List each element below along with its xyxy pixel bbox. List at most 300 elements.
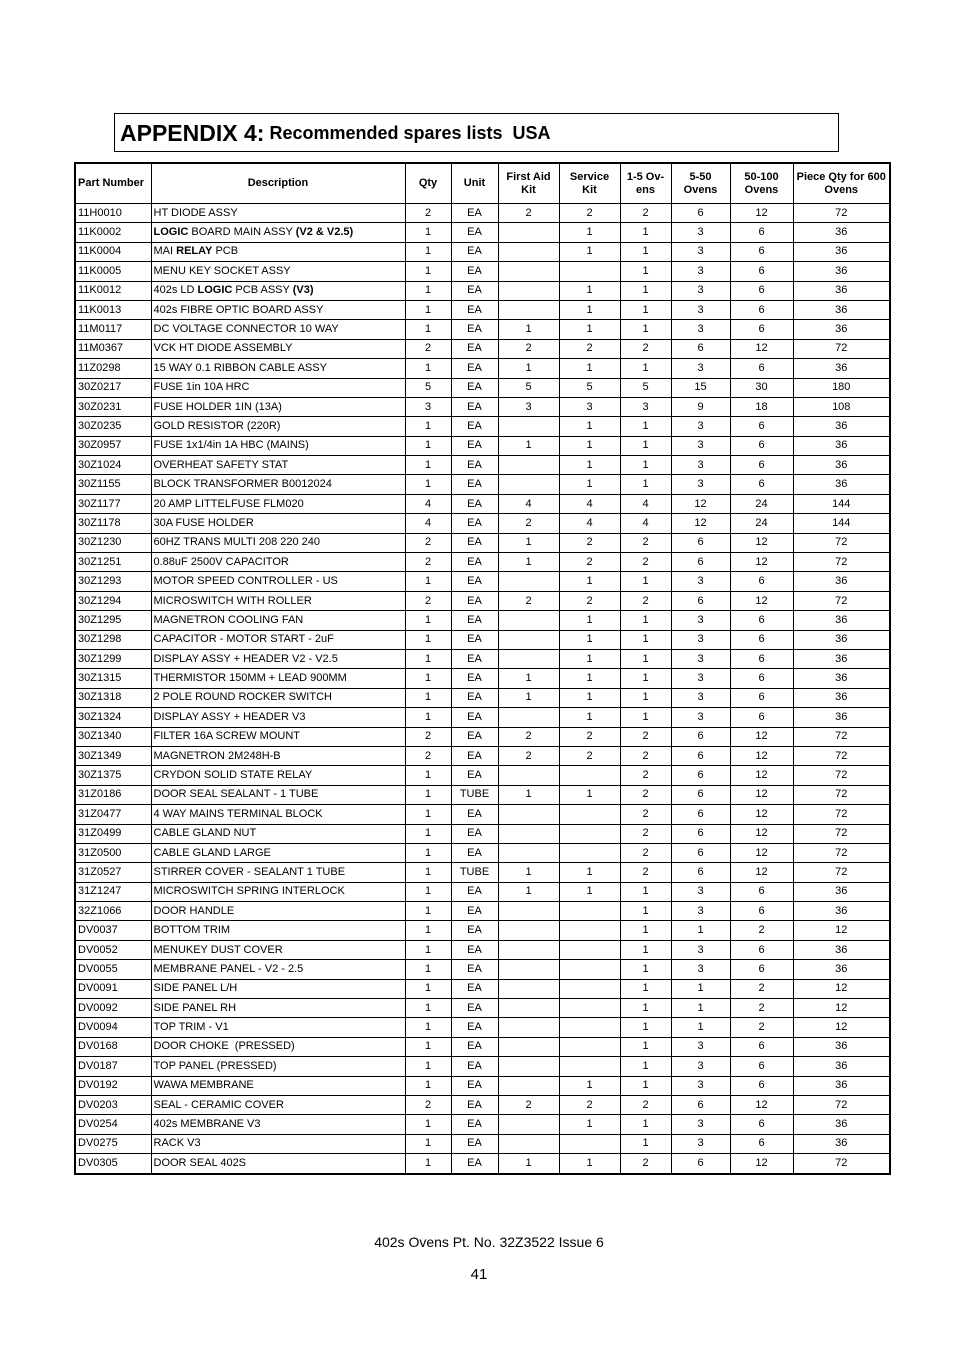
part-number-cell: DV0187 bbox=[75, 1057, 151, 1076]
description-cell bbox=[151, 378, 405, 397]
unit-cell: EA bbox=[451, 320, 498, 339]
part-number-cell: DV0037 bbox=[75, 921, 151, 940]
table-row bbox=[75, 1018, 890, 1037]
part-number-cell: 30Z1251 bbox=[75, 553, 151, 572]
qty-cell: 1 bbox=[405, 281, 451, 300]
first-aid-kit-cell bbox=[498, 843, 559, 862]
ovens-1-5-cell: 1 bbox=[620, 649, 671, 668]
ovens-1-5-cell: 2 bbox=[620, 824, 671, 843]
ovens-600-cell: 36 bbox=[793, 1037, 890, 1056]
ovens-1-5-cell: 2 bbox=[620, 746, 671, 765]
ovens-50-100-cell: 6 bbox=[730, 611, 793, 630]
first-aid-kit-cell: 1 bbox=[498, 863, 559, 882]
part-number-cell: 31Z0499 bbox=[75, 824, 151, 843]
ovens-5-50-cell: 3 bbox=[671, 649, 730, 668]
unit-cell: EA bbox=[451, 223, 498, 242]
first-aid-kit-cell bbox=[498, 1018, 559, 1037]
ovens-1-5-cell: 1 bbox=[620, 882, 671, 901]
description-segment: (V3) bbox=[292, 284, 314, 297]
ovens-50-100-cell: 6 bbox=[730, 572, 793, 591]
description-segment: SIDE PANEL L/H bbox=[153, 982, 238, 995]
unit-cell: EA bbox=[451, 902, 498, 921]
qty-cell: 4 bbox=[405, 514, 451, 533]
service-kit-cell bbox=[559, 902, 620, 921]
description-cell bbox=[151, 242, 405, 261]
service-kit-cell: 1 bbox=[559, 630, 620, 649]
service-kit-cell: 1 bbox=[559, 882, 620, 901]
qty-cell: 2 bbox=[405, 533, 451, 552]
ovens-1-5-cell: 2 bbox=[620, 591, 671, 610]
description-cell bbox=[151, 999, 405, 1018]
description-cell bbox=[151, 882, 405, 901]
ovens-5-50-cell: 3 bbox=[671, 940, 730, 959]
part-number-cell: 30Z1178 bbox=[75, 514, 151, 533]
description-cell bbox=[151, 727, 405, 746]
part-number-cell: 11K0012 bbox=[75, 281, 151, 300]
ovens-5-50-cell: 6 bbox=[671, 746, 730, 765]
ovens-1-5-cell: 4 bbox=[620, 514, 671, 533]
ovens-5-50-cell: 3 bbox=[671, 359, 730, 378]
part-number-cell: 30Z1299 bbox=[75, 649, 151, 668]
first-aid-kit-cell bbox=[498, 979, 559, 998]
ovens-1-5-cell: 1 bbox=[620, 436, 671, 455]
description-cell bbox=[151, 1018, 405, 1037]
ovens-5-50-cell: 3 bbox=[671, 242, 730, 261]
qty-cell: 1 bbox=[405, 1115, 451, 1134]
description-segment: BLOCK TRANSFORMER B0012024 bbox=[153, 478, 332, 491]
unit-cell: EA bbox=[451, 979, 498, 998]
service-kit-cell: 2 bbox=[559, 204, 620, 223]
ovens-5-50-cell: 1 bbox=[671, 999, 730, 1018]
ovens-50-100-cell: 6 bbox=[730, 649, 793, 668]
part-number-cell: 31Z0527 bbox=[75, 863, 151, 882]
spares-table-body bbox=[75, 204, 890, 1174]
ovens-1-5-cell: 1 bbox=[620, 417, 671, 436]
ovens-50-100-cell: 12 bbox=[730, 204, 793, 223]
part-number-cell: DV0168 bbox=[75, 1037, 151, 1056]
ovens-5-50-cell: 3 bbox=[671, 669, 730, 688]
description-cell bbox=[151, 223, 405, 242]
description-cell bbox=[151, 339, 405, 358]
unit-cell: TUBE bbox=[451, 863, 498, 882]
ovens-50-100-cell: 6 bbox=[730, 223, 793, 242]
description-segment: MENU KEY SOCKET ASSY bbox=[153, 264, 291, 277]
ovens-5-50-cell: 3 bbox=[671, 456, 730, 475]
table-row bbox=[75, 611, 890, 630]
part-number-cell: DV0192 bbox=[75, 1076, 151, 1095]
ovens-50-100-cell: 12 bbox=[730, 339, 793, 358]
description-segment: LOGIC bbox=[197, 284, 233, 297]
qty-cell: 1 bbox=[405, 456, 451, 475]
description-segment: VCK HT DIODE ASSEMBLY bbox=[153, 342, 293, 355]
first-aid-kit-cell bbox=[498, 708, 559, 727]
description-cell bbox=[151, 475, 405, 494]
description-cell bbox=[151, 805, 405, 824]
table-row bbox=[75, 979, 890, 998]
ovens-5-50-cell: 3 bbox=[671, 223, 730, 242]
ovens-600-cell: 12 bbox=[793, 999, 890, 1018]
service-kit-cell bbox=[559, 843, 620, 862]
ovens-600-cell: 12 bbox=[793, 921, 890, 940]
service-kit-cell bbox=[559, 766, 620, 785]
part-number-cell: 31Z1247 bbox=[75, 882, 151, 901]
service-kit-cell bbox=[559, 1057, 620, 1076]
first-aid-kit-cell: 2 bbox=[498, 746, 559, 765]
appendix-subtitle: Recommended spares lists USA bbox=[264, 123, 551, 143]
qty-cell: 1 bbox=[405, 359, 451, 378]
part-number-cell: 30Z1318 bbox=[75, 688, 151, 707]
first-aid-kit-cell bbox=[498, 1076, 559, 1095]
unit-cell: EA bbox=[451, 843, 498, 862]
description-segment: FUSE 1in 10A HRC bbox=[153, 381, 250, 394]
ovens-600-cell: 108 bbox=[793, 397, 890, 416]
qty-cell: 1 bbox=[405, 999, 451, 1018]
ovens-5-50-cell: 3 bbox=[671, 630, 730, 649]
service-kit-cell: 1 bbox=[559, 1115, 620, 1134]
service-kit-cell: 1 bbox=[559, 1076, 620, 1095]
table-row bbox=[75, 805, 890, 824]
ovens-50-100-cell: 6 bbox=[730, 882, 793, 901]
first-aid-kit-cell: 2 bbox=[498, 727, 559, 746]
description-cell bbox=[151, 708, 405, 727]
description-segment: FUSE HOLDER 1IN (13A) bbox=[153, 400, 282, 413]
qty-cell: 1 bbox=[405, 708, 451, 727]
first-aid-kit-cell bbox=[498, 824, 559, 843]
part-number-cell: 30Z1294 bbox=[75, 591, 151, 610]
ovens-1-5-cell: 1 bbox=[620, 300, 671, 319]
ovens-50-100-cell: 12 bbox=[730, 591, 793, 610]
col-header-50-100-ovens: 50-100 Ovens bbox=[730, 163, 793, 204]
ovens-1-5-cell: 2 bbox=[620, 339, 671, 358]
description-segment: 4 WAY MAINS TERMINAL BLOCK bbox=[153, 807, 323, 820]
description-segment: LOGIC bbox=[153, 226, 189, 239]
unit-cell: EA bbox=[451, 1154, 498, 1174]
ovens-5-50-cell: 3 bbox=[671, 475, 730, 494]
part-number-cell: 30Z1349 bbox=[75, 746, 151, 765]
ovens-1-5-cell: 2 bbox=[620, 1154, 671, 1174]
part-number-cell: 30Z1155 bbox=[75, 475, 151, 494]
ovens-5-50-cell: 6 bbox=[671, 766, 730, 785]
ovens-600-cell: 72 bbox=[793, 204, 890, 223]
table-row bbox=[75, 1154, 890, 1174]
table-row bbox=[75, 242, 890, 261]
ovens-50-100-cell: 6 bbox=[730, 281, 793, 300]
ovens-1-5-cell: 1 bbox=[620, 475, 671, 494]
ovens-5-50-cell: 3 bbox=[671, 1076, 730, 1095]
unit-cell: TUBE bbox=[451, 785, 498, 804]
qty-cell: 1 bbox=[405, 940, 451, 959]
page-title bbox=[120, 120, 551, 147]
table-row bbox=[75, 494, 890, 513]
ovens-600-cell: 36 bbox=[793, 223, 890, 242]
unit-cell: EA bbox=[451, 397, 498, 416]
description-cell bbox=[151, 320, 405, 339]
description-cell bbox=[151, 514, 405, 533]
ovens-600-cell: 36 bbox=[793, 320, 890, 339]
service-kit-cell: 1 bbox=[559, 572, 620, 591]
first-aid-kit-cell: 5 bbox=[498, 378, 559, 397]
table-row bbox=[75, 669, 890, 688]
unit-cell: EA bbox=[451, 242, 498, 261]
first-aid-kit-cell bbox=[498, 630, 559, 649]
description-segment: 20 AMP LITTELFUSE FLM020 bbox=[153, 497, 304, 510]
ovens-1-5-cell: 1 bbox=[620, 1076, 671, 1095]
unit-cell: EA bbox=[451, 533, 498, 552]
ovens-600-cell: 36 bbox=[793, 1134, 890, 1153]
service-kit-cell: 2 bbox=[559, 1095, 620, 1114]
unit-cell: EA bbox=[451, 339, 498, 358]
table-row bbox=[75, 1134, 890, 1153]
unit-cell: EA bbox=[451, 281, 498, 300]
part-number-cell: 30Z1295 bbox=[75, 611, 151, 630]
first-aid-kit-cell bbox=[498, 766, 559, 785]
ovens-5-50-cell: 15 bbox=[671, 378, 730, 397]
ovens-5-50-cell: 6 bbox=[671, 863, 730, 882]
service-kit-cell: 3 bbox=[559, 397, 620, 416]
ovens-600-cell: 72 bbox=[793, 805, 890, 824]
description-segment: DOOR CHOKE (PRESSED) bbox=[153, 1040, 295, 1053]
qty-cell: 1 bbox=[405, 649, 451, 668]
table-row bbox=[75, 300, 890, 319]
ovens-1-5-cell: 1 bbox=[620, 688, 671, 707]
table-row bbox=[75, 824, 890, 843]
service-kit-cell: 1 bbox=[559, 1154, 620, 1174]
description-cell bbox=[151, 397, 405, 416]
part-number-cell: 31Z0186 bbox=[75, 785, 151, 804]
ovens-600-cell: 180 bbox=[793, 378, 890, 397]
part-number-cell: 30Z0957 bbox=[75, 436, 151, 455]
ovens-1-5-cell: 2 bbox=[620, 533, 671, 552]
unit-cell: EA bbox=[451, 921, 498, 940]
first-aid-kit-cell: 1 bbox=[498, 688, 559, 707]
service-kit-cell bbox=[559, 979, 620, 998]
description-segment: MAGNETRON 2M248H-B bbox=[153, 749, 281, 762]
ovens-600-cell: 36 bbox=[793, 649, 890, 668]
ovens-50-100-cell: 12 bbox=[730, 1154, 793, 1174]
table-row bbox=[75, 417, 890, 436]
ovens-50-100-cell: 6 bbox=[730, 262, 793, 281]
qty-cell: 1 bbox=[405, 766, 451, 785]
table-row bbox=[75, 591, 890, 610]
ovens-1-5-cell: 1 bbox=[620, 708, 671, 727]
service-kit-cell: 1 bbox=[559, 359, 620, 378]
first-aid-kit-cell bbox=[498, 940, 559, 959]
table-row bbox=[75, 475, 890, 494]
description-cell bbox=[151, 281, 405, 300]
service-kit-cell bbox=[559, 999, 620, 1018]
ovens-50-100-cell: 12 bbox=[730, 824, 793, 843]
description-segment: CAPACITOR - MOTOR START - 2uF bbox=[153, 633, 334, 646]
unit-cell: EA bbox=[451, 766, 498, 785]
unit-cell: EA bbox=[451, 300, 498, 319]
ovens-1-5-cell: 1 bbox=[620, 572, 671, 591]
col-header-qty: Qty bbox=[405, 163, 451, 204]
description-segment: TOP PANEL (PRESSED) bbox=[153, 1059, 277, 1072]
ovens-1-5-cell: 1 bbox=[620, 1134, 671, 1153]
part-number-cell: 31Z0477 bbox=[75, 805, 151, 824]
table-row bbox=[75, 1115, 890, 1134]
ovens-5-50-cell: 3 bbox=[671, 708, 730, 727]
qty-cell: 5 bbox=[405, 378, 451, 397]
ovens-1-5-cell: 2 bbox=[620, 785, 671, 804]
ovens-50-100-cell: 12 bbox=[730, 746, 793, 765]
ovens-600-cell: 36 bbox=[793, 359, 890, 378]
table-row bbox=[75, 999, 890, 1018]
ovens-5-50-cell: 6 bbox=[671, 824, 730, 843]
part-number-cell: 11M0117 bbox=[75, 320, 151, 339]
unit-cell: EA bbox=[451, 688, 498, 707]
qty-cell: 1 bbox=[405, 902, 451, 921]
ovens-600-cell: 36 bbox=[793, 960, 890, 979]
first-aid-kit-cell: 2 bbox=[498, 514, 559, 533]
part-number-cell: 30Z1340 bbox=[75, 727, 151, 746]
part-number-cell: DV0094 bbox=[75, 1018, 151, 1037]
ovens-50-100-cell: 12 bbox=[730, 533, 793, 552]
ovens-600-cell: 36 bbox=[793, 242, 890, 261]
unit-cell: EA bbox=[451, 591, 498, 610]
ovens-50-100-cell: 6 bbox=[730, 475, 793, 494]
description-cell bbox=[151, 766, 405, 785]
first-aid-kit-cell: 1 bbox=[498, 882, 559, 901]
service-kit-cell: 1 bbox=[559, 649, 620, 668]
ovens-1-5-cell: 2 bbox=[620, 553, 671, 572]
table-row bbox=[75, 1095, 890, 1114]
first-aid-kit-cell bbox=[498, 281, 559, 300]
qty-cell: 1 bbox=[405, 688, 451, 707]
qty-cell: 1 bbox=[405, 805, 451, 824]
table-row bbox=[75, 397, 890, 416]
unit-cell: EA bbox=[451, 805, 498, 824]
ovens-600-cell: 36 bbox=[793, 882, 890, 901]
ovens-50-100-cell: 12 bbox=[730, 553, 793, 572]
description-cell bbox=[151, 204, 405, 223]
qty-cell: 2 bbox=[405, 591, 451, 610]
ovens-50-100-cell: 6 bbox=[730, 1134, 793, 1153]
service-kit-cell bbox=[559, 940, 620, 959]
description-cell bbox=[151, 417, 405, 436]
ovens-600-cell: 36 bbox=[793, 475, 890, 494]
ovens-5-50-cell: 3 bbox=[671, 281, 730, 300]
spares-table bbox=[74, 162, 891, 1175]
ovens-50-100-cell: 6 bbox=[730, 1037, 793, 1056]
part-number-cell: DV0254 bbox=[75, 1115, 151, 1134]
service-kit-cell: 4 bbox=[559, 514, 620, 533]
ovens-50-100-cell: 6 bbox=[730, 456, 793, 475]
description-segment: FILTER 16A SCREW MOUNT bbox=[153, 730, 300, 743]
description-cell bbox=[151, 1095, 405, 1114]
qty-cell: 1 bbox=[405, 1018, 451, 1037]
ovens-600-cell: 144 bbox=[793, 494, 890, 513]
first-aid-kit-cell bbox=[498, 456, 559, 475]
ovens-1-5-cell: 1 bbox=[620, 1115, 671, 1134]
page-number bbox=[0, 1266, 954, 1283]
ovens-50-100-cell: 6 bbox=[730, 436, 793, 455]
ovens-50-100-cell: 6 bbox=[730, 960, 793, 979]
qty-cell: 2 bbox=[405, 204, 451, 223]
first-aid-kit-cell bbox=[498, 902, 559, 921]
unit-cell: EA bbox=[451, 456, 498, 475]
ovens-600-cell: 72 bbox=[793, 1154, 890, 1174]
part-number-cell: 30Z1298 bbox=[75, 630, 151, 649]
table-row bbox=[75, 339, 890, 358]
first-aid-kit-cell: 1 bbox=[498, 320, 559, 339]
description-cell bbox=[151, 785, 405, 804]
description-cell bbox=[151, 300, 405, 319]
unit-cell: EA bbox=[451, 669, 498, 688]
table-row bbox=[75, 514, 890, 533]
table-row bbox=[75, 533, 890, 552]
ovens-5-50-cell: 12 bbox=[671, 494, 730, 513]
description-segment: HT DIODE ASSY bbox=[153, 206, 238, 219]
ovens-600-cell: 72 bbox=[793, 824, 890, 843]
qty-cell: 1 bbox=[405, 960, 451, 979]
ovens-600-cell: 36 bbox=[793, 436, 890, 455]
table-row bbox=[75, 281, 890, 300]
description-cell bbox=[151, 902, 405, 921]
ovens-5-50-cell: 3 bbox=[671, 611, 730, 630]
service-kit-cell: 2 bbox=[559, 727, 620, 746]
ovens-50-100-cell: 12 bbox=[730, 1095, 793, 1114]
part-number-cell: 11K0002 bbox=[75, 223, 151, 242]
ovens-5-50-cell: 3 bbox=[671, 436, 730, 455]
col-header-service-kit: Service Kit bbox=[559, 163, 620, 204]
ovens-600-cell: 36 bbox=[793, 281, 890, 300]
ovens-5-50-cell: 3 bbox=[671, 320, 730, 339]
qty-cell: 1 bbox=[405, 417, 451, 436]
ovens-5-50-cell: 3 bbox=[671, 1134, 730, 1153]
ovens-1-5-cell: 1 bbox=[620, 359, 671, 378]
service-kit-cell bbox=[559, 960, 620, 979]
qty-cell: 1 bbox=[405, 882, 451, 901]
first-aid-kit-cell bbox=[498, 262, 559, 281]
ovens-5-50-cell: 6 bbox=[671, 785, 730, 804]
ovens-50-100-cell: 6 bbox=[730, 320, 793, 339]
ovens-600-cell: 36 bbox=[793, 940, 890, 959]
description-cell bbox=[151, 533, 405, 552]
description-cell bbox=[151, 572, 405, 591]
description-cell bbox=[151, 1115, 405, 1134]
col-header-unit: Unit bbox=[451, 163, 498, 204]
ovens-600-cell: 36 bbox=[793, 1057, 890, 1076]
ovens-50-100-cell: 6 bbox=[730, 688, 793, 707]
description-cell bbox=[151, 921, 405, 940]
qty-cell: 1 bbox=[405, 921, 451, 940]
description-cell bbox=[151, 746, 405, 765]
ovens-1-5-cell: 1 bbox=[620, 960, 671, 979]
qty-cell: 1 bbox=[405, 242, 451, 261]
ovens-50-100-cell: 30 bbox=[730, 378, 793, 397]
table-row bbox=[75, 688, 890, 707]
unit-cell: EA bbox=[451, 1076, 498, 1095]
description-segment: 2 POLE ROUND ROCKER SWITCH bbox=[153, 691, 332, 704]
ovens-50-100-cell: 6 bbox=[730, 300, 793, 319]
ovens-5-50-cell: 3 bbox=[671, 1057, 730, 1076]
unit-cell: EA bbox=[451, 475, 498, 494]
ovens-600-cell: 36 bbox=[793, 611, 890, 630]
document-reference-text: 402s Ovens Pt. No. 32Z3522 Issue 6 bbox=[374, 1234, 604, 1250]
table-row bbox=[75, 1057, 890, 1076]
description-cell bbox=[151, 1057, 405, 1076]
first-aid-kit-cell: 2 bbox=[498, 204, 559, 223]
ovens-5-50-cell: 6 bbox=[671, 533, 730, 552]
qty-cell: 1 bbox=[405, 843, 451, 862]
description-cell bbox=[151, 940, 405, 959]
unit-cell: EA bbox=[451, 940, 498, 959]
ovens-50-100-cell: 6 bbox=[730, 1057, 793, 1076]
unit-cell: EA bbox=[451, 572, 498, 591]
ovens-1-5-cell: 1 bbox=[620, 456, 671, 475]
table-row bbox=[75, 921, 890, 940]
